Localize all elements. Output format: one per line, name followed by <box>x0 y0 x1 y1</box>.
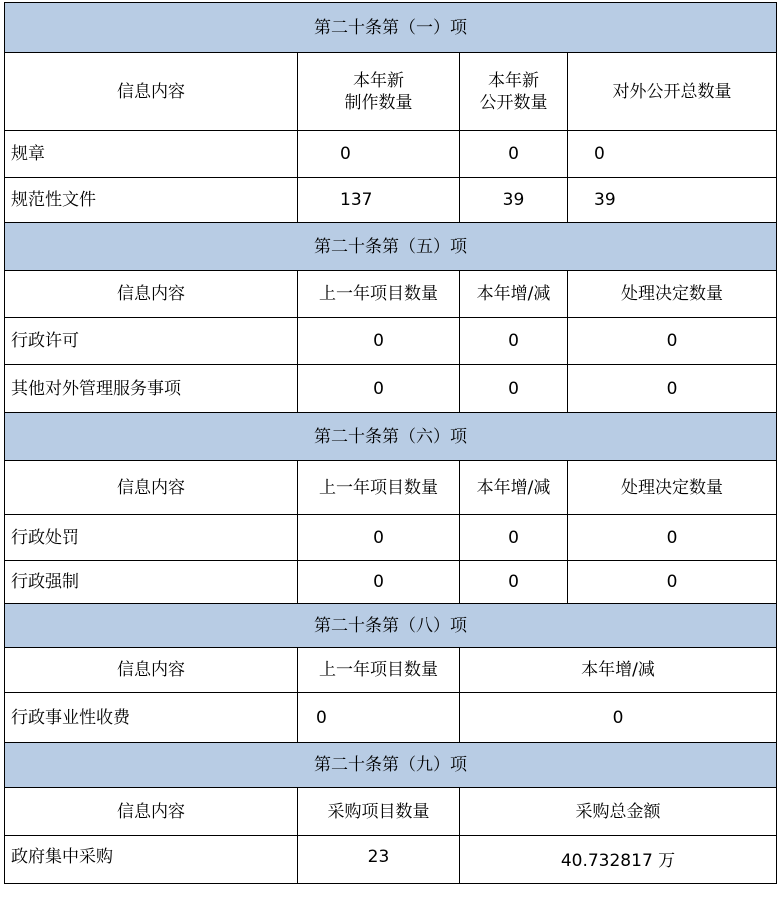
row-label: 行政许可 <box>5 318 298 365</box>
disclosure-statistics-table <box>4 2 777 884</box>
header-row <box>5 788 777 836</box>
cell-value: 40.732817 万 <box>460 836 777 884</box>
table-row <box>5 365 777 413</box>
column-header <box>460 53 568 131</box>
section-title: 第二十条第（六）项 <box>5 413 777 461</box>
cell-value: 23 <box>298 836 460 884</box>
row-label: 规章 <box>5 131 298 178</box>
section-title-row <box>5 743 777 788</box>
cell-value: 0 <box>568 318 777 365</box>
table-row <box>5 515 777 561</box>
cell-value: 0 <box>460 693 777 743</box>
section-title-row <box>5 223 777 271</box>
cell-value: 0 <box>298 515 460 561</box>
column-header: 对外公开总数量 <box>568 53 777 131</box>
column-header: 上一年项目数量 <box>298 648 460 693</box>
row-label: 其他对外管理服务事项 <box>5 365 298 413</box>
cell-value: 39 <box>460 178 568 223</box>
column-header-line: 公开数量 <box>479 92 548 113</box>
section-title-row <box>5 413 777 461</box>
row-label: 行政事业性收费 <box>5 693 298 743</box>
header-row <box>5 53 777 131</box>
cell-value: 0 <box>460 515 568 561</box>
section-title: 第二十条第（八）项 <box>5 604 777 648</box>
cell-value: 0 <box>568 365 777 413</box>
column-header: 信息内容 <box>5 461 298 515</box>
column-header <box>298 53 460 131</box>
row-label: 规范性文件 <box>5 178 298 223</box>
table-row <box>5 836 777 884</box>
cell-value: 0 <box>298 365 460 413</box>
cell-value: 0 <box>298 693 460 743</box>
column-header: 信息内容 <box>5 271 298 318</box>
cell-value: 0 <box>568 515 777 561</box>
cell-value: 0 <box>298 561 460 604</box>
table-row <box>5 318 777 365</box>
column-header: 处理决定数量 <box>568 461 777 515</box>
section-title-row <box>5 604 777 648</box>
row-label: 政府集中采购 <box>5 836 298 884</box>
cell-value: 0 <box>460 365 568 413</box>
table-row <box>5 561 777 604</box>
column-header: 信息内容 <box>5 53 298 131</box>
section-title: 第二十条第（九）项 <box>5 743 777 788</box>
column-header: 本年增/减 <box>460 271 568 318</box>
header-row <box>5 271 777 318</box>
cell-value: 0 <box>298 131 460 178</box>
column-header: 信息内容 <box>5 788 298 836</box>
cell-value: 0 <box>460 131 568 178</box>
column-header-line: 本年新 <box>353 70 404 91</box>
column-header: 采购总金额 <box>460 788 777 836</box>
section-title: 第二十条第（五）项 <box>5 223 777 271</box>
header-row <box>5 461 777 515</box>
column-header: 本年增/减 <box>460 648 777 693</box>
header-row <box>5 648 777 693</box>
column-header: 处理决定数量 <box>568 271 777 318</box>
row-label: 行政强制 <box>5 561 298 604</box>
column-header-line: 本年新 <box>488 70 539 91</box>
section-title: 第二十条第（一）项 <box>5 3 777 53</box>
cell-value: 0 <box>298 318 460 365</box>
section-title-row <box>5 3 777 53</box>
cell-value: 0 <box>568 131 777 178</box>
column-header: 本年增/减 <box>460 461 568 515</box>
column-header: 上一年项目数量 <box>298 461 460 515</box>
column-header: 信息内容 <box>5 648 298 693</box>
table-row <box>5 693 777 743</box>
column-header-line: 制作数量 <box>344 92 413 113</box>
row-label: 行政处罚 <box>5 515 298 561</box>
cell-value: 137 <box>298 178 460 223</box>
column-header: 采购项目数量 <box>298 788 460 836</box>
cell-value: 39 <box>568 178 777 223</box>
cell-value: 0 <box>460 561 568 604</box>
table-row <box>5 131 777 178</box>
column-header: 上一年项目数量 <box>298 271 460 318</box>
cell-value: 0 <box>460 318 568 365</box>
cell-value: 0 <box>568 561 777 604</box>
table-row <box>5 178 777 223</box>
